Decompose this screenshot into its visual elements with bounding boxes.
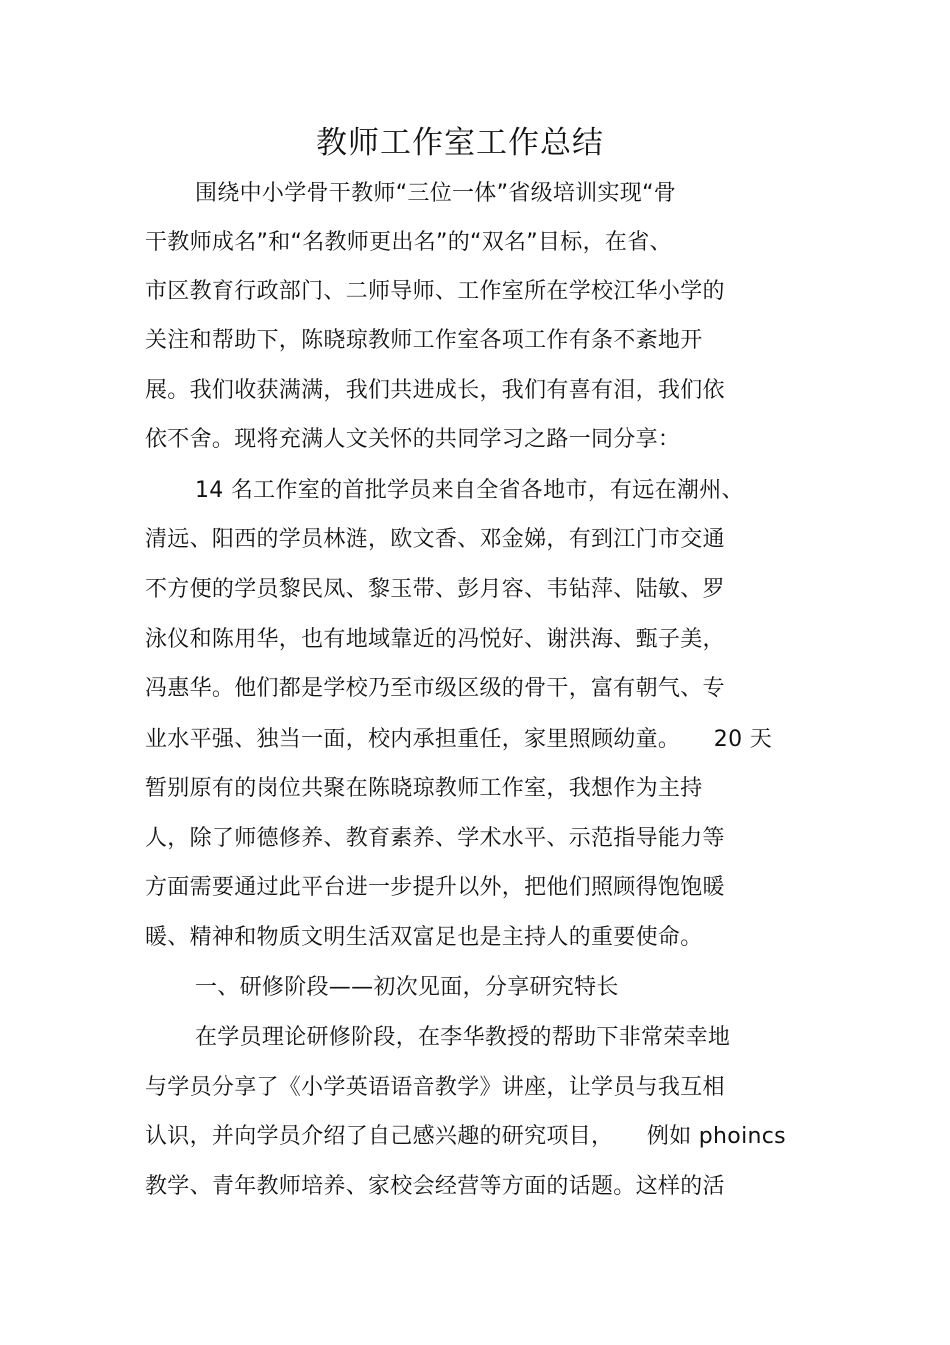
paragraph-line: 依不舍。现将充满人文关怀的共同学习之路一同分享： [145, 427, 681, 452]
paragraph-line: 在学员理论研修阶段，在李华教授的帮助下非常荣幸地 [195, 1025, 731, 1050]
paragraph-line: 围绕中小学骨干教师“三位一体”省级培训实现“骨 [195, 181, 677, 206]
paragraph-line: 冯惠华。他们都是学校乃至市级区级的骨干，富有朝气、专 [145, 676, 725, 701]
paragraph-line: 暂别原有的岗位共聚在陈晓琼教师工作室，我想作为主持 [145, 776, 703, 801]
paragraph-line: 关注和帮助下，陈晓琼教师工作室各项工作有条不紊地开 [145, 328, 703, 353]
paragraph-line: 方面需要通过此平台进一步提升以外，把他们照顾得饱饱暖 [145, 875, 725, 900]
paragraph-line: 干教师成名”和“名教师更出名”的“双名”目标，在省、 [145, 230, 672, 255]
paragraph-line: 认识，并向学员介绍了自己感兴趣的研究项目， 例如 phoincs [145, 1124, 786, 1149]
paragraph-line: 泳仪和陈用华，也有地域靠近的冯悦好、谢洪海、甄子美， [145, 627, 725, 652]
document-title: 教师工作室工作总结 [316, 125, 604, 161]
paragraph-line: 业水平强、独当一面，校内承担重任，家里照顾幼童。 20 天 [145, 727, 772, 752]
paragraph-line: 清远、阳西的学员林涟，欧文香、邓金娣，有到江门市交通 [145, 527, 725, 552]
paragraph-line: 14 名工作室的首批学员来自全省各地市，有远在潮州、 [195, 478, 744, 503]
paragraph-line: 人，除了师德修养、教育素养、学术水平、示范指导能力等 [145, 826, 725, 851]
paragraph-line: 暖、精神和物质文明生活双富足也是主持人的重要使命。 [145, 925, 703, 950]
paragraph-line: 市区教育行政部门、二师导师、工作室所在学校江华小学的 [145, 279, 725, 304]
paragraph-line: 与学员分享了《小学英语语音教学》讲座，让学员与我互相 [145, 1075, 725, 1100]
paragraph-line: 展。我们收获满满，我们共进成长，我们有喜有泪，我们依 [145, 378, 725, 403]
section-heading: 一、研修阶段——初次见面，分享研究特长 [195, 975, 619, 1000]
paragraph-line: 教学、青年教师培养、家校会经营等方面的话题。这样的活 [145, 1174, 725, 1199]
paragraph-line: 不方便的学员黎民凤、黎玉带、彭月容、韦钻萍、陆敏、罗 [145, 577, 725, 602]
